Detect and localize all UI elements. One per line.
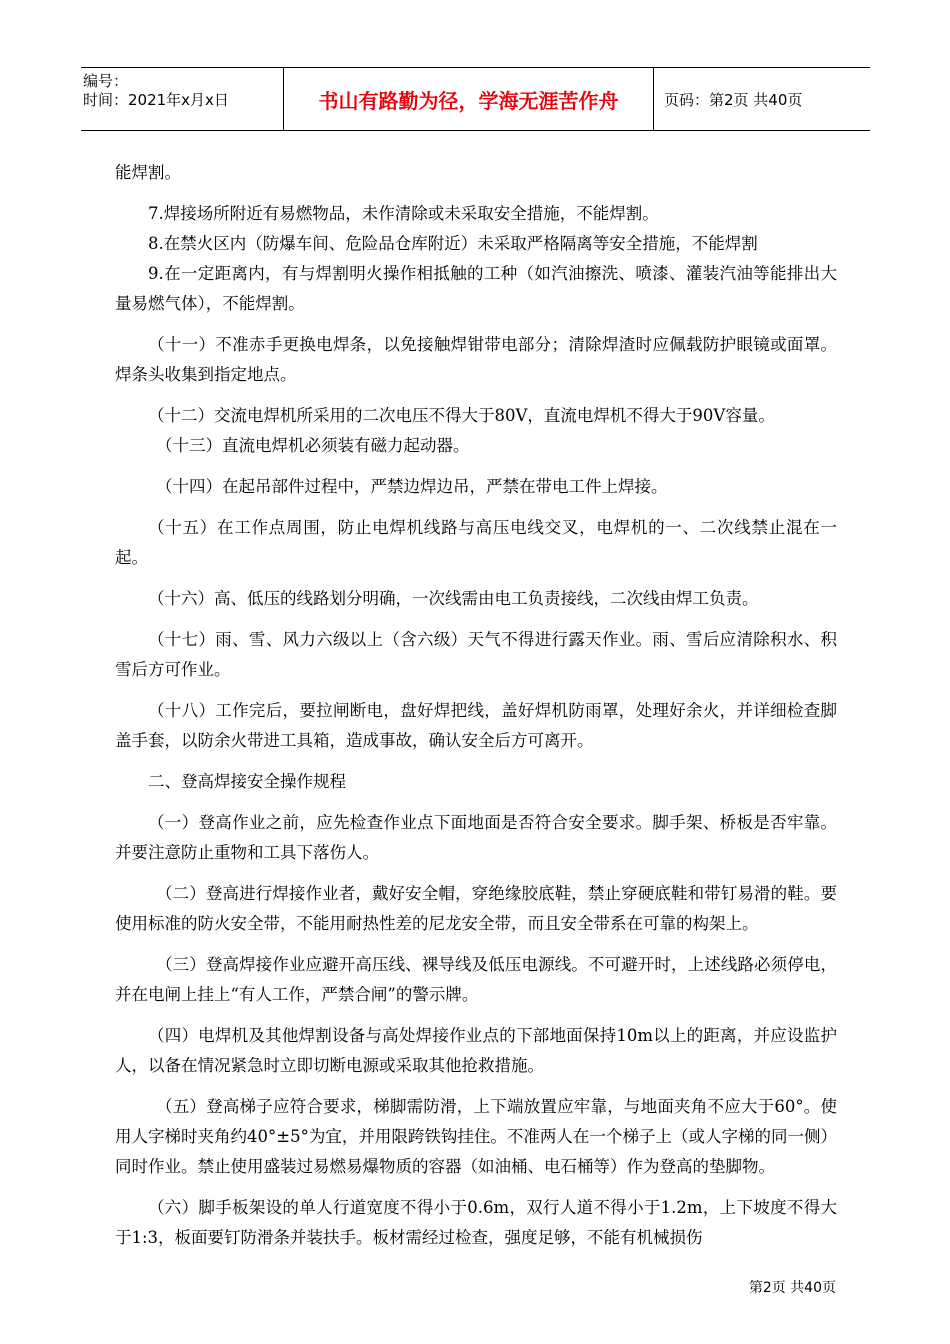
paragraph: （十二）交流电焊机所采用的二次电压不得大于80V，直流电焊机不得大于90V容量。 (148, 406, 775, 425)
paragraph: 8.在禁火区内（防爆车间、危险品仓库附近）未采取严格隔离等安全措施，不能焊割 (148, 234, 758, 253)
paragraph: （十一）不准赤手更换电焊条，以免接触焊钳带电部分；清除焊渣时应佩载防护眼镜或面罩。焊条头收集到指定地点。 (115, 335, 837, 384)
header-motto: 书山有路勤为径，学海无涯苦作舟 (284, 68, 654, 130)
header-meta (81, 68, 284, 130)
paragraph: 7.焊接场所附近有易燃物品，未作清除或未采取安全措施，不能焊割。 (148, 204, 659, 223)
document-number-label: 编号： (83, 72, 129, 90)
paragraph: （十三）直流电焊机必须装有磁力起动器。 (156, 436, 470, 455)
paragraph: （十七）雨、雪、风力六级以上（含六级）天气不得进行露天作业。雨、雪后应清除积水、积雪后方可作业。 (115, 630, 837, 679)
paragraph: （十六）高、低压的线路划分明确，一次线需由电工负责接线，二次线由焊工负责。 (148, 589, 759, 608)
header-page-info: 页码：第2页 共40页 (664, 90, 803, 109)
paragraph: （一）登高作业之前，应先检查作业点下面地面是否符合安全要求。脚手架、桥板是否牢靠。并要注意防止重物和工具下落伤人。 (115, 813, 837, 862)
paragraph: （六）脚手板架设的单人行道宽度不得小于0.6m，双行人道不得小于1.2m，上下坡度不得大于1:3，板面要钉防滑条并装扶手。板材需经过检查，强度足够，不能有机械损伤 (115, 1198, 837, 1247)
paragraph: （二）登高进行焊接作业者，戴好安全帽，穿绝缘胶底鞋，禁止穿硬底鞋和带钉易滑的鞋。要使用标准的防火安全带，不能用耐热性差的尼龙安全带，而且安全带系在可靠的构架上。 (115, 884, 837, 933)
page-footer: 第2页 共40页 (748, 1280, 836, 1296)
document-date: 时间：2021年x月x日 (83, 91, 229, 109)
paragraph: 能焊割。 (115, 163, 181, 182)
paragraph: （十五）在工作点周围，防止电焊机线路与高压电线交叉，电焊机的一、二次线禁止混在一起。 (115, 518, 837, 567)
paragraph: 9.在一定距离内，有与焊割明火操作相抵触的工种（如汽油擦洗、喷漆、灌装汽油等能排出大量易燃气体），不能焊割。 (115, 264, 837, 313)
paragraph: （三）登高焊接作业应避开高压线、裸导线及低压电源线。不可避开时，上述线路必须停电，并在电闸上挂上“有人工作，严禁合闸”的警示牌。 (115, 955, 837, 1004)
paragraph: （五）登高梯子应符合要求，梯脚需防滑，上下端放置应牢靠，与地面夹角不应大于60°。使用人字梯时夹角约40°±5°为宜，并用限跨铁钩挂住。不准两人在一个梯子上（或人字梯的同一侧）同时作业。禁止使用盛装过易燃易爆物质的容器（如油桶、电石桶等）作为登高的垫脚物。 (115, 1097, 837, 1176)
paragraph: （十八）工作完后，要拉闸断电，盘好焊把线，盖好焊机防雨罩，处理好余火，并详细检查脚盖手套，以防余火带进工具箱，造成事故，确认安全后方可离开。 (115, 701, 837, 750)
document-header (81, 67, 870, 131)
paragraph: （四）电焊机及其他焊割设备与高处焊接作业点的下部地面保持10m以上的距离，并应设监护人，以备在情况紧急时立即切断电源或采取其他抢救措施。 (115, 1026, 837, 1075)
section-heading: 二、登高焊接安全操作规程 (148, 772, 346, 791)
document-body (115, 158, 837, 1253)
paragraph: （十四）在起吊部件过程中，严禁边焊边吊，严禁在带电工件上焊接。 (156, 477, 668, 496)
